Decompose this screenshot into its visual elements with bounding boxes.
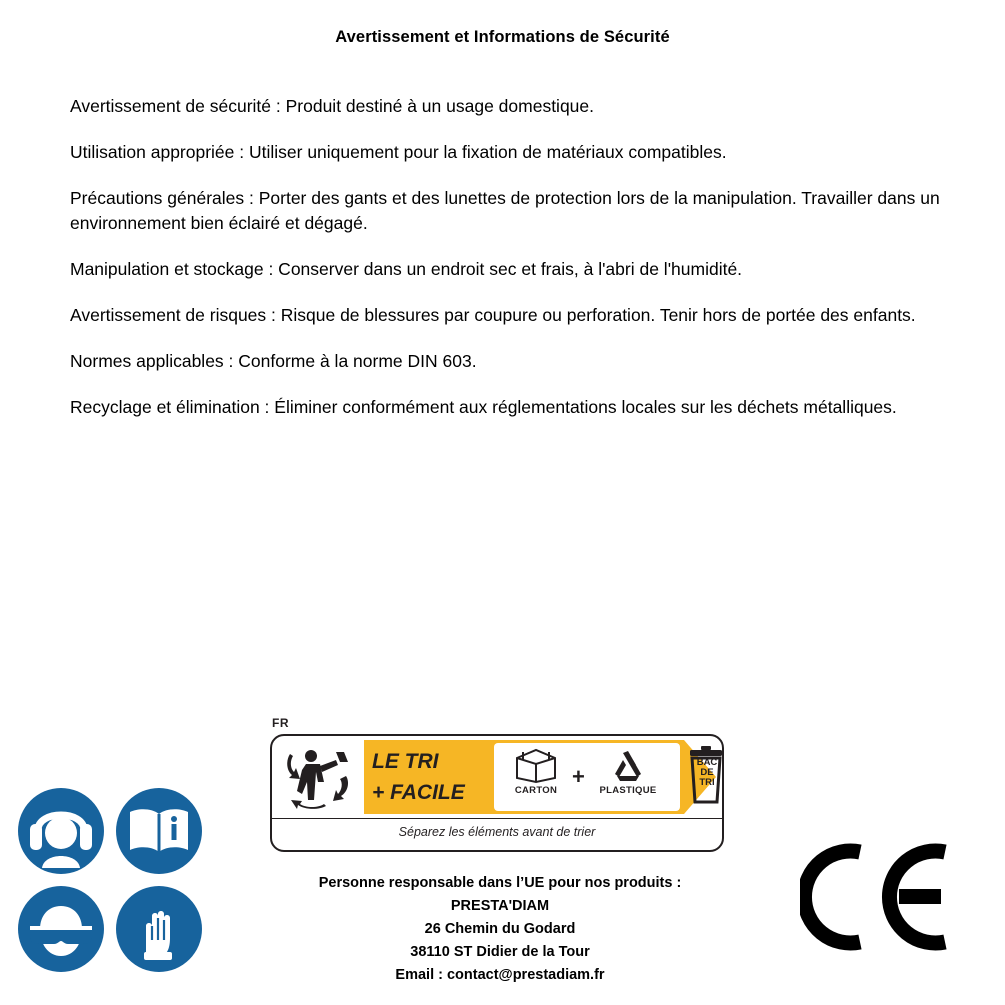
plus-icon: + xyxy=(572,764,585,789)
carton-icon-group xyxy=(498,746,574,796)
carton-label: CARTON xyxy=(514,785,558,796)
triman-footer-text: Séparez les éléments avant de trier xyxy=(272,818,722,839)
triman-headline-line1: LE TRI xyxy=(372,750,439,773)
mobius-loop-icon xyxy=(603,746,653,784)
plastique-icon-group xyxy=(590,746,666,796)
bin-label-line1: BAC xyxy=(696,757,718,768)
company-city: 38110 ST Didier de la Tour xyxy=(410,944,590,960)
ce-mark-icon xyxy=(800,842,950,952)
bin-label-line3: TRI xyxy=(699,777,715,788)
bin-label xyxy=(689,758,724,788)
read-manual-icon xyxy=(116,788,202,874)
company-street: 26 Chemin du Godard xyxy=(424,921,576,937)
triman-headline xyxy=(372,746,490,808)
triman-headline-line2: + FACILE xyxy=(372,781,465,804)
paragraph-proper-use: Utilisation appropriée : Utiliser uniquement pour la fixation de matériaux compatibles. xyxy=(70,141,727,162)
paragraph-general-precautions: Précautions générales : Porter des gants et des lunettes de protection lors de la manipulation. Travailler dans un environnement bien éclairé et dégagé. xyxy=(70,187,940,233)
company-email: Email : contact@prestadiam.fr xyxy=(395,967,605,983)
triman-recycling-label xyxy=(262,716,730,851)
triman-sorting-icon xyxy=(280,742,358,814)
responsible-person-line xyxy=(240,872,760,895)
safety-pictogram-group xyxy=(18,788,208,978)
safety-information-body xyxy=(70,76,975,441)
bin-label-line2: DE xyxy=(700,767,714,778)
paragraph-handling-storage: Manipulation et stockage : Conserver dans un endroit sec et frais, à l'abri de l'humidité. xyxy=(70,258,743,279)
page-title: Avertissement et Informations de Sécurité xyxy=(335,28,670,46)
company-name: PRESTA'DIAM xyxy=(450,898,550,914)
ear-protection-icon xyxy=(18,788,104,874)
paragraph-risk-warning: Avertissement de risques : Risque de blessures par coupure ou perforation. Tenir hors de portée des enfants. xyxy=(70,304,916,325)
triman-language-tag: FR xyxy=(272,716,289,730)
carton-icon xyxy=(511,746,561,784)
plastique-label: PLASTIQUE xyxy=(599,785,657,796)
eu-responsible-person-block xyxy=(240,872,760,987)
eye-protection-icon xyxy=(18,886,104,972)
hand-protection-icon xyxy=(116,886,202,972)
responsible-person-prefix: Personne responsable dans l’ xyxy=(318,875,525,891)
paragraph-applicable-standards: Normes applicables : Conforme à la norme DIN 603. xyxy=(70,350,477,371)
responsible-person-suffix: pour nos produits : xyxy=(544,875,682,891)
responsible-person-ue: UE xyxy=(524,875,545,891)
paragraph-recycling-disposal: Recyclage et élimination : Éliminer conformément aux réglementations locales sur les déchets métalliques. xyxy=(70,396,897,417)
paragraph-safety-warning: Avertissement de sécurité : Produit destiné à un usage domestique. xyxy=(70,95,595,116)
